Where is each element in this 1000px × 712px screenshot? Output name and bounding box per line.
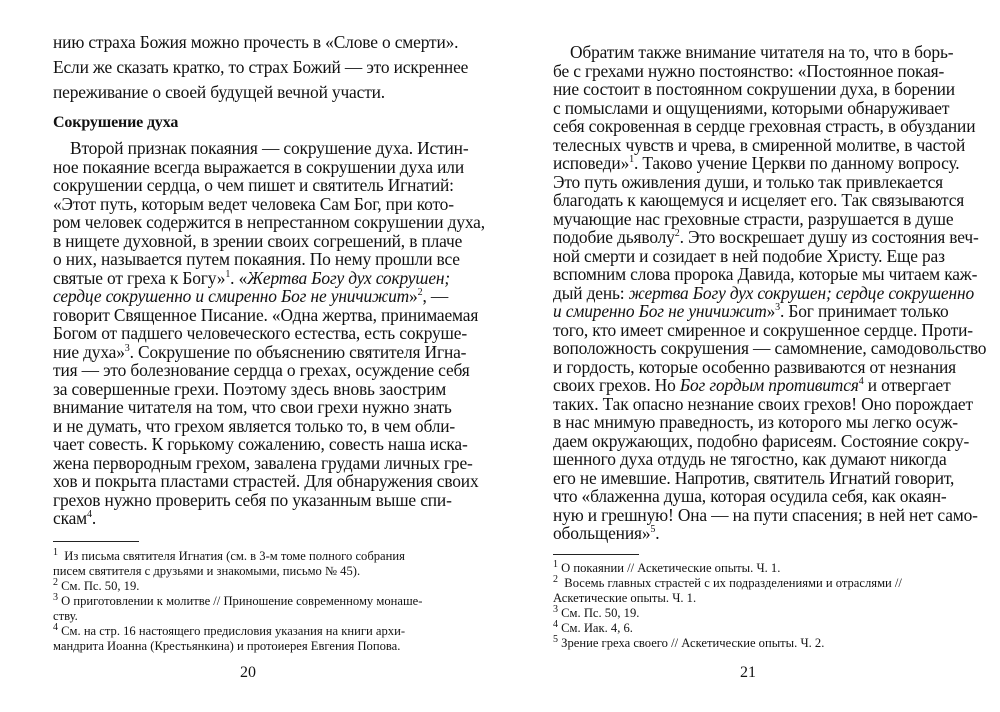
- text-line: исповеди»$^1$. Таково учение Церкви по данному вопросу.: [553, 153, 960, 173]
- text-line: что «блаженна душа, которая осудила себя, как окаян-: [553, 486, 947, 506]
- page-number-right: 21: [740, 664, 756, 681]
- text-line: чает совесть. К горькому сожалению, совесть наша иска-: [53, 434, 468, 454]
- text-line: грехов нужно проверить себя по указанным выше спи-: [53, 490, 452, 510]
- footnote-3: $^3$ О приготовлении к молитве // Приношение современному монаше-: [53, 591, 423, 608]
- text-line: тия — это болезнование сердца о грехах, осуждение себя: [53, 360, 470, 380]
- text-line: ние духа»$^3$. Сокрушение по объяснению святителя Игна-: [53, 342, 467, 362]
- text-line: внимание читателя на том, что свои грехи нужно знать: [53, 397, 452, 417]
- footnote-4: $^4$ См. Иак. 4, 6.: [553, 618, 633, 635]
- text-line: воположность сокрушения — самомнение, самодовольство: [553, 338, 987, 358]
- text-line: Второй признак покаяния — сокрушение духа. Истин-: [70, 138, 469, 158]
- section-heading: Сокрушение духа: [53, 114, 179, 131]
- text-line: Обратим также внимание читателя на то, что в борь-: [570, 42, 954, 62]
- text-line: и не думать, что грехом является только то, в чем обли-: [53, 416, 456, 436]
- text-line: его не имевшие. Напротив, святитель Игнатий говорит,: [553, 468, 955, 488]
- text-line: благодать к кающемуся и исцеляет его. Так связываются: [553, 190, 965, 210]
- footnote-ref: 3: [124, 343, 130, 355]
- text-line: своих грехов. Но Бог гордым противится$^4$ и отвергает: [553, 375, 951, 395]
- text-line: ную и грешную! Она — на пути спасения; в ней нет само-: [553, 505, 978, 525]
- page-number-left: 20: [240, 664, 256, 681]
- footnote-3: $^3$ См. Пс. 50, 19.: [553, 603, 640, 620]
- text-line: хов и покрыта пластами страстей. Для обнаружения своих: [53, 471, 479, 491]
- text-line: таких. Так опасно незнание своих грехов! Оно порождает: [553, 394, 973, 414]
- text-line: за совершенные грехи. Поэтому здесь вновь заострим: [53, 379, 447, 399]
- text-line: ром человек содержится в непрестанном сокрушении духа,: [53, 212, 485, 232]
- text-line: и смиренно Бог не уничижит»$^3$. Бог принимает только: [553, 301, 949, 321]
- footnote-2-cont: Аскетические опыты. Ч. 1.: [553, 591, 697, 605]
- scripture-quote: Бог гордым противится: [679, 375, 859, 395]
- text-line: того, кто имеет смиренное и сокрушенное сердце. Проти-: [553, 320, 973, 340]
- text-line: мучающие нас греховные страсти, разрушается в душе: [553, 209, 954, 229]
- text-line: о них, называется путем покаяния. По нему прошли все: [53, 249, 460, 269]
- scripture-quote: и смиренно Бог не уничижит: [553, 301, 767, 321]
- footnote-2: $^2$ Восемь главных страстей с их подразделениями и отраслями //: [553, 573, 902, 590]
- footnote-ref: 1: [225, 269, 231, 281]
- text-line: даем окружающих, подобно фарисеям. Состояние сокру-: [553, 431, 970, 451]
- text-line: жена первородным грехом, завалена грудами личных гре-: [53, 453, 473, 473]
- text-line: скам$^4$.: [53, 508, 97, 528]
- text-line: телесных чувств и чрева, в смиренной молитве, в частой: [553, 135, 966, 155]
- footnote-1: $^1$ Из письма святителя Игнатия (см. в 3-м томе полного собрания: [53, 546, 405, 563]
- text-line: «Этот путь, которым ведет человека Сам Бог, при кото-: [53, 194, 454, 214]
- footnote-1-cont: писем святителя с друзьями и знакомыми, письмо № 45).: [53, 564, 361, 578]
- text-line: шенного духа отдудь не тягостно, как думают никогда: [553, 449, 947, 469]
- text-line: ние состоит в постоянном сокрушении духа, в борении: [553, 79, 955, 99]
- text-line: Это путь оживления души, и только так привлекается: [553, 172, 944, 192]
- footnote-ref: 2: [417, 287, 423, 299]
- footnote-4-cont: мандрита Иоанна (Крестьянкина) и протоиерея Евгения Попова.: [53, 639, 401, 653]
- text-line: бе с грехами нужно постоянство: «Постоянное покая-: [553, 61, 945, 81]
- text-line: себя сокровенная в сердце греховная страсть, в обуздании: [553, 116, 976, 136]
- text-line: в нищете духовной, в зрении своих согрешений, в плаче: [53, 231, 463, 251]
- scripture-quote: жертва Богу дух сокрушен; сердце сокрушенно: [628, 283, 974, 303]
- text-line: обольщения»$^5$.: [553, 523, 660, 543]
- footnote-ref: 4: [858, 376, 864, 388]
- text-line: ной смерти и созидает в ней подобие Христу. Еще раз: [553, 246, 945, 266]
- text-line: в нас мнимую праведность, из которого мы легко осуж-: [553, 412, 958, 432]
- scripture-quote: Жертва Богу дух сокрушен;: [247, 268, 451, 288]
- footnote-ref: 5: [650, 524, 656, 536]
- text-line: с помыслами и ощущениями, которыми обнаруживает: [553, 98, 950, 118]
- footnote-1: $^1$ О покаянии // Аскетические опыты. Ч. 1.: [553, 558, 781, 575]
- footnote-4: $^4$ См. на стр. 16 настоящего предисловия указания на книги архи-: [53, 621, 406, 638]
- text-line: ное покаяние всегда выражается в сокрушении духа или: [53, 157, 464, 177]
- text-line: переживание о своей будущей вечной участи.: [53, 82, 386, 102]
- footnote-ref: 2: [674, 228, 680, 240]
- text-line: говорит Священное Писание. «Одна жертва, принимаемая: [53, 305, 479, 325]
- text-line: Если же сказать кратко, то страх Божий — это искреннее: [53, 57, 469, 77]
- text-line: святые от греха к Богу»$^1$. «Жертва Богу дух сокрушен;: [53, 268, 451, 288]
- footnote-5: $^5$ Зрение греха своего // Аскетические опыты. Ч. 2.: [553, 633, 825, 650]
- text-line: вспомним слова пророка Давида, которые мы читаем каж-: [553, 264, 978, 284]
- text-line: сокрушении сердца, о чем пишет и святитель Игнатий:: [53, 175, 454, 195]
- footnote-2: $^2$ См. Пс. 50, 19.: [53, 576, 140, 593]
- footnote-rule: [53, 541, 139, 542]
- footnote-ref: 1: [629, 154, 634, 166]
- footnote-ref: 4: [87, 509, 92, 521]
- text-line: нию страха Божия можно прочесть в «Слове о смерти».: [53, 32, 459, 52]
- text-line: Богом от падшего человеческого естества, есть сокруше-: [53, 323, 468, 343]
- text-line: сердце сокрушенно и смиренно Бог не уничижит»$^2$, —: [53, 286, 449, 306]
- text-line: и гордость, которые особенно развиваются от незнания: [553, 357, 957, 377]
- footnote-rule: [553, 554, 639, 555]
- scripture-quote: сердце сокрушенно и смиренно Бог не уничижит: [53, 286, 410, 306]
- footnote-ref: 3: [775, 302, 781, 314]
- text-line: подобие дьяволу$^2$. Это воскрешает душу из состояния веч-: [553, 227, 979, 247]
- footnote-3-cont: ству.: [53, 609, 78, 623]
- text-line: дый день: жертва Богу дух сокрушен; сердце сокрушенно: [553, 283, 974, 303]
